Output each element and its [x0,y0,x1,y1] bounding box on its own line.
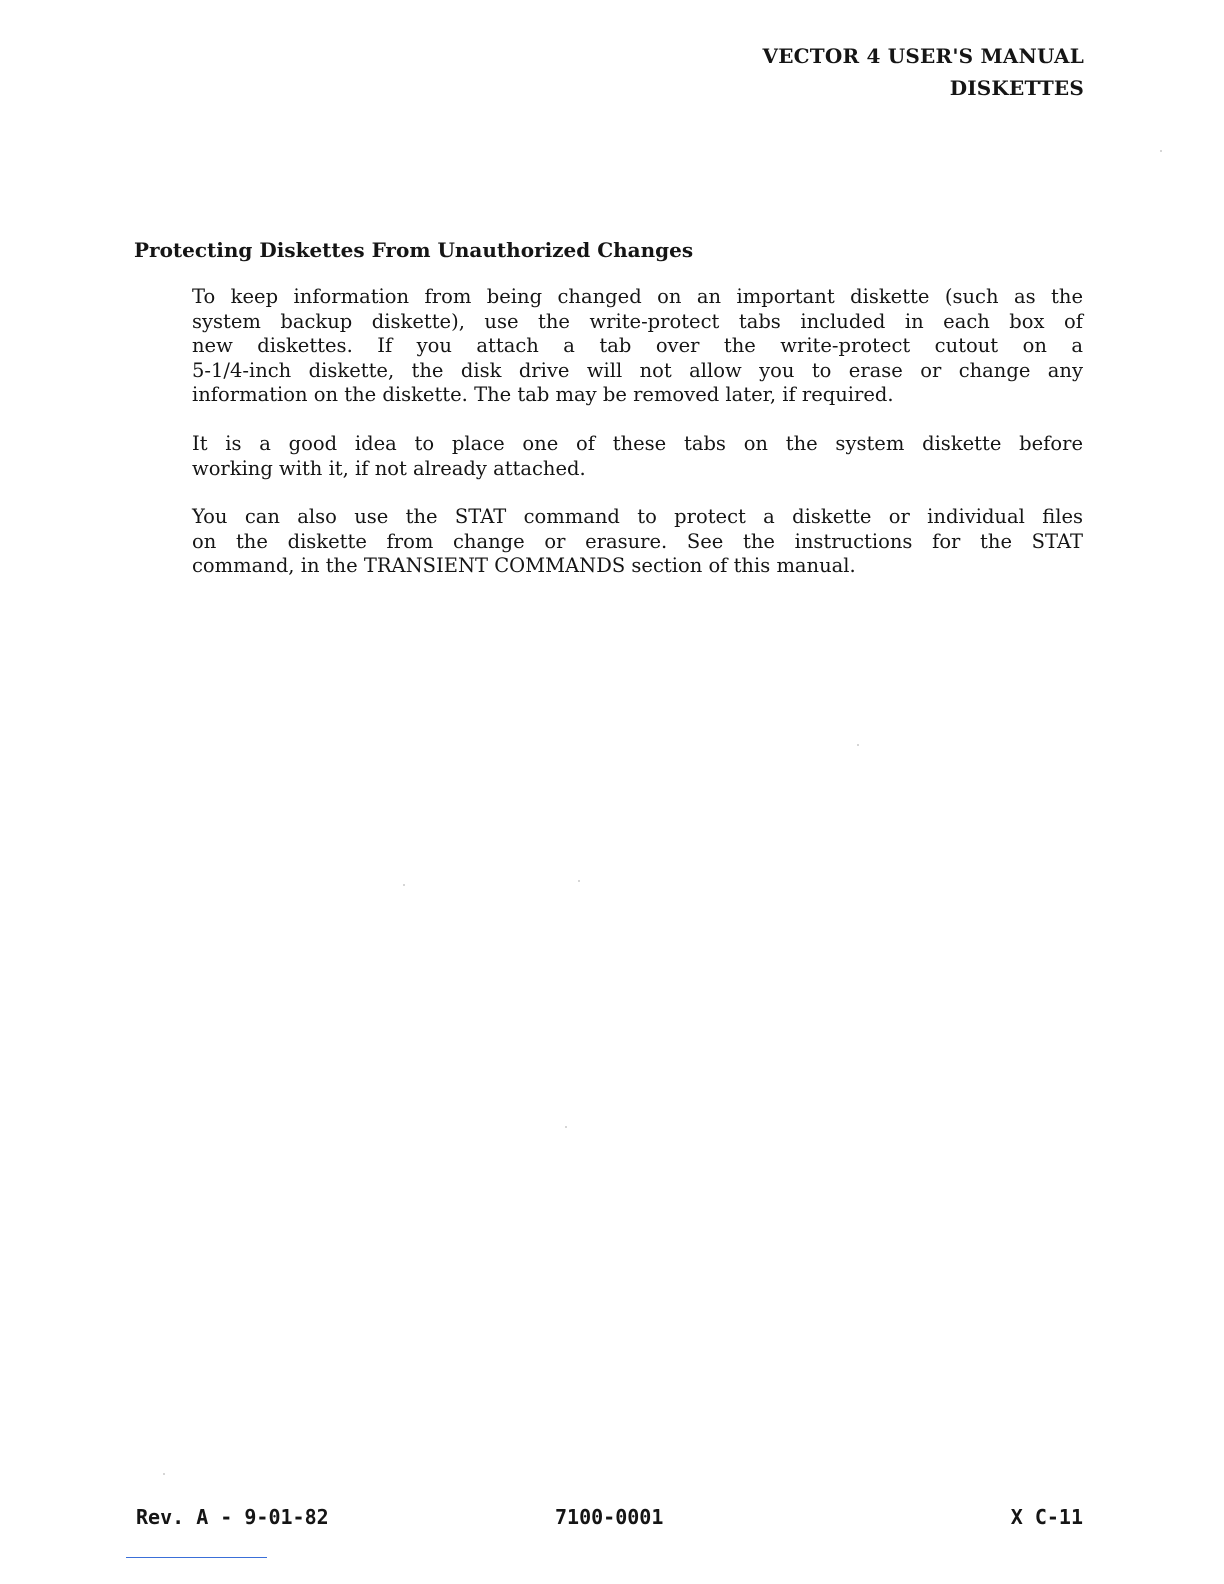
scan-speck [1160,150,1162,152]
scan-speck [163,1473,165,1475]
text-line: on the diskette from change or erasure. See the instructions for the STAT [192,529,1083,553]
section-heading: Protecting Diskettes From Unauthorized Changes [134,238,694,262]
manual-title: VECTOR 4 USER'S MANUAL [762,44,1084,68]
text-line: To keep information from being changed on an important diskette (such as the [192,285,1083,308]
text-line: It is a good idea to place one of these tabs on the system diskette before [192,431,1083,455]
footer-page-number: X C-11 [1010,1505,1083,1529]
text-line: new diskettes. If you attach a tab over the write-protect cutout on a [192,334,1083,358]
scan-speck [578,880,580,882]
scan-speck [403,884,405,886]
paragraph-system-diskette-tip [192,432,1083,481]
footer-document-number: 7100-0001 [555,1505,664,1529]
scan-artifact-line [126,1557,267,1558]
text-line: working with it, if not already attached. [192,456,586,480]
paragraph-write-protect-tabs [192,285,1083,408]
running-header [763,40,1084,104]
text-line: system backup diskette), use the write-protect tabs included in each box of [192,309,1083,333]
scan-speck [565,1126,567,1128]
text-line: command, in the TRANSIENT COMMANDS section of this manual. [192,554,856,578]
text-line: 5-1/4-inch diskette, the disk drive will not allow you to erase or change any [192,358,1083,382]
text-line: information on the diskette. The tab may be removed later, if required. [192,383,894,407]
text-line: You can also use the STAT command to protect a diskette or individual files [192,505,1083,529]
chapter-title: DISKETTES [949,76,1084,100]
footer-revision: Rev. A - 9-01-82 [136,1505,329,1529]
paragraph-stat-command [192,505,1083,579]
section-body [192,285,1083,603]
scan-speck [857,744,859,746]
